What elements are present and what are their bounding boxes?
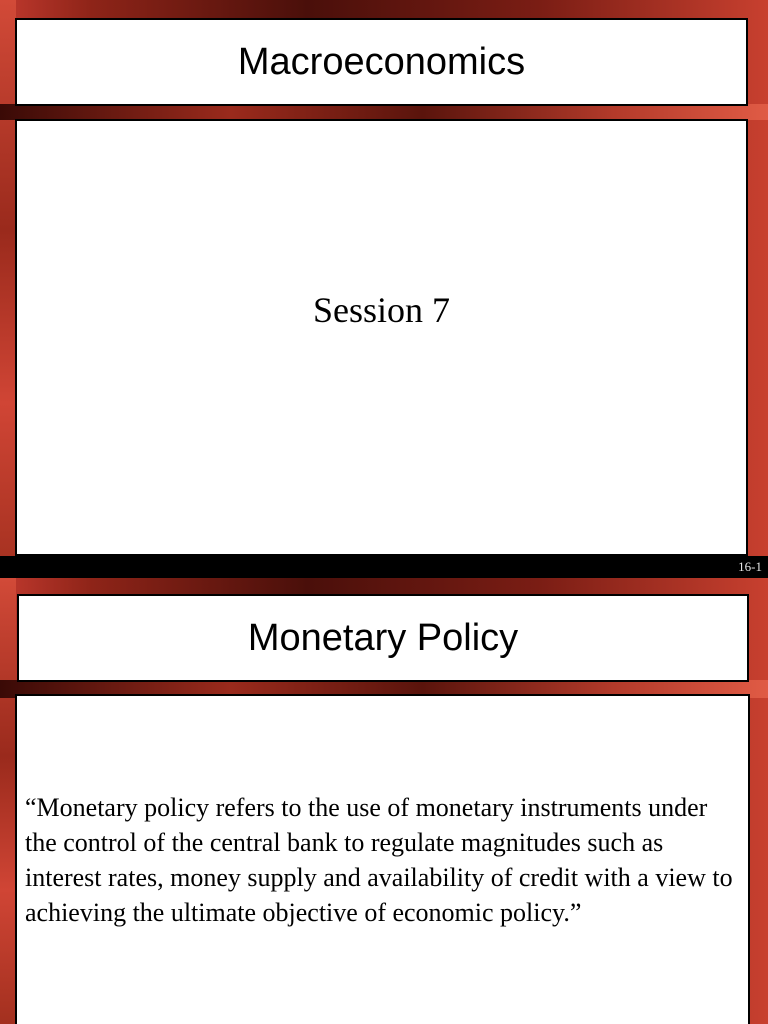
- slide-1-title-box: [15, 18, 748, 106]
- monetary-policy-definition: “Monetary policy refers to the use of monetary instruments under the control of the central bank to regulate magnitudes such as interest rates, money supply and availability of credit with a view to achieving the ultimate objective of economic policy.”: [25, 793, 733, 927]
- slide-2-left-edge: [0, 578, 16, 1024]
- slide-1-left-edge: [0, 0, 16, 576]
- slide-2: [0, 578, 768, 1024]
- slide-2-body-box: [15, 694, 750, 1024]
- slide-1-divider-band: [0, 104, 768, 120]
- slide-2-title-box: [17, 594, 749, 682]
- slide-1-title: Macroeconomics: [237, 40, 526, 83]
- slide-number: 16-1: [738, 559, 762, 574]
- slide-1-session-text: Session 7: [312, 290, 451, 330]
- slide-1-body-box: [15, 119, 748, 556]
- slide-2-title: Monetary Policy: [247, 616, 519, 659]
- slide-1-footer: [0, 556, 768, 576]
